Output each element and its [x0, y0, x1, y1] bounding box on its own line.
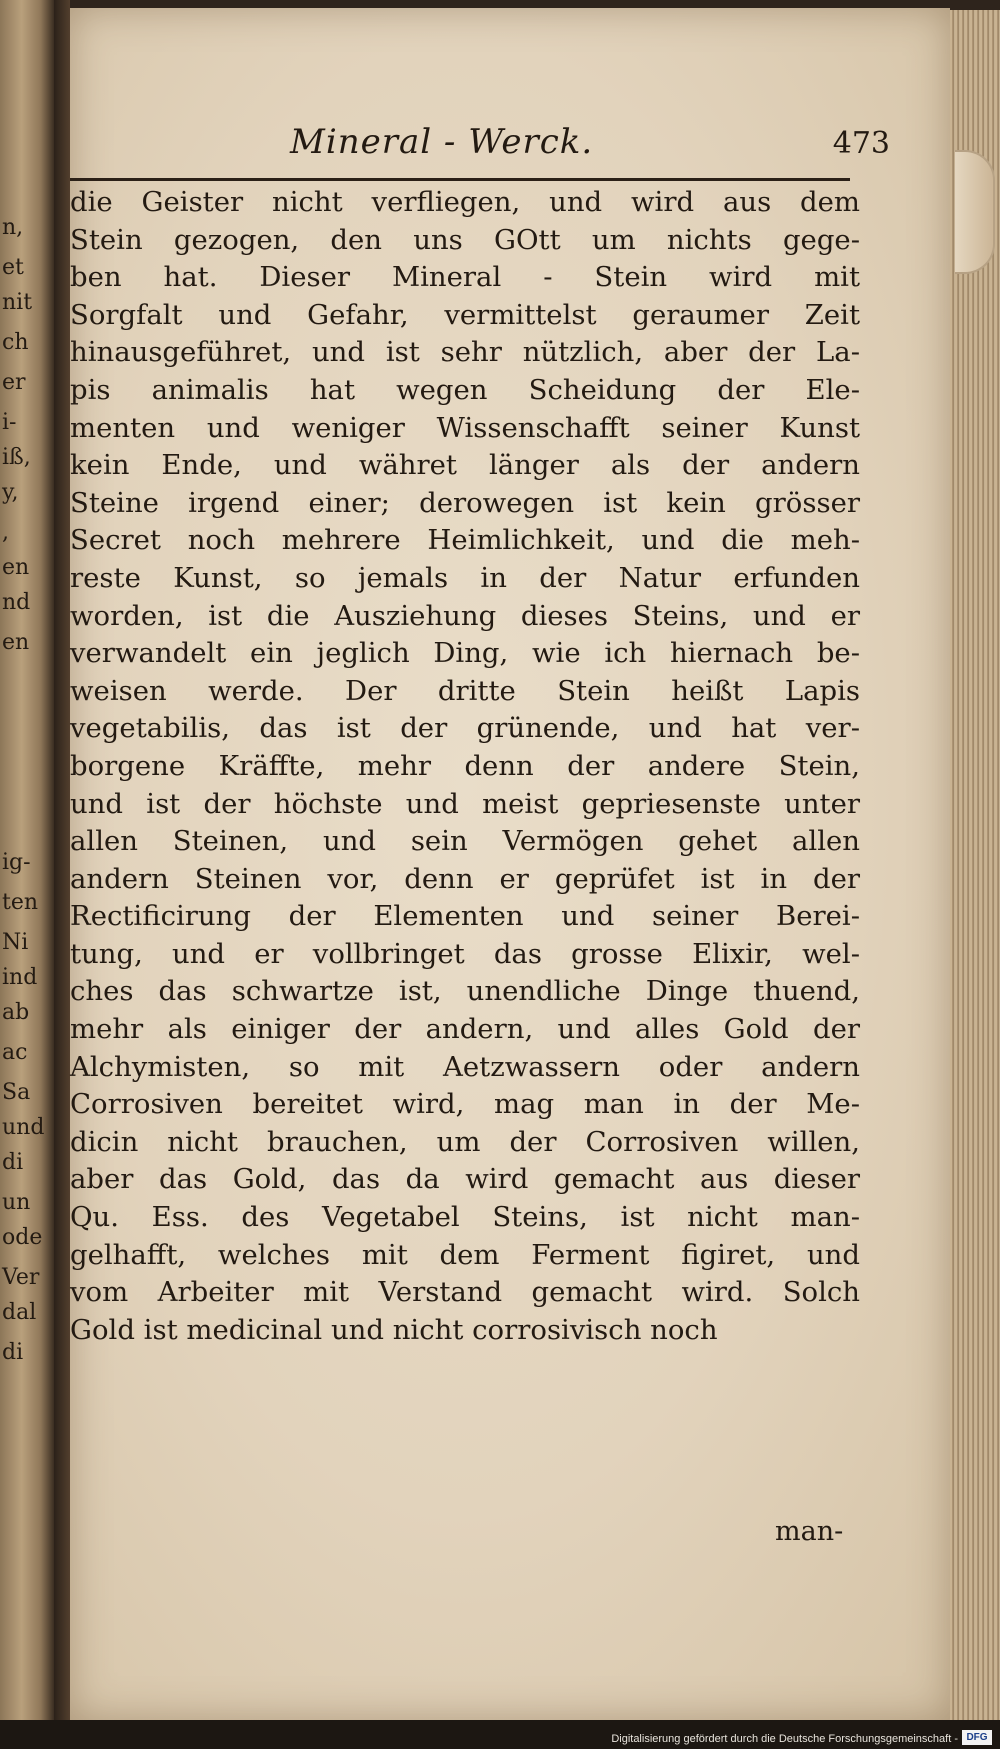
text-line: mehr als einiger der andern, und alles Gold der	[70, 1013, 860, 1046]
facing-page-fragment: iß,	[2, 445, 31, 470]
facing-page-fragment: en	[2, 630, 30, 655]
text-line: andern Steinen vor, denn er geprüfet ist in der	[70, 862, 860, 895]
text-line: Qu. Ess. des Vegetabel Steins, ist nicht man-	[70, 1201, 860, 1234]
text-line: Sorgfalt und Gefahr, vermittelst geraumer Zeit	[70, 298, 860, 331]
text-line: aber das Gold, das da wird gemacht aus dieser	[70, 1163, 860, 1196]
text-line: worden, ist die Ausziehung dieses Steins, und er	[70, 599, 860, 632]
facing-page-fragment: dal	[2, 1300, 37, 1325]
text-line: und ist der höchste und meist gepriesenste unter	[70, 787, 860, 820]
facing-page-fragment: ab	[2, 1000, 30, 1025]
facing-page-fragment: ode	[2, 1225, 43, 1250]
facing-page-fragment: ten	[2, 890, 39, 915]
text-line: allen Steinen, und sein Vermögen gehet allen	[70, 825, 860, 858]
text-line: weisen werde. Der dritte Stein heißt Lapis	[70, 674, 860, 707]
text-line: gelhafft, welches mit dem Ferment figiret, und	[70, 1238, 860, 1271]
text-line: Stein gezogen, den uns GOtt um nichts gege-	[70, 223, 860, 256]
text-line: ches das schwartze ist, unendliche Dinge thuend,	[70, 975, 860, 1008]
text-line: die Geister nicht verfliegen, und wird aus dem	[70, 186, 860, 218]
facing-page-fragment: en	[2, 555, 30, 580]
facing-page-fragment: y,	[2, 480, 19, 505]
facing-page-fragment: n,	[2, 215, 24, 240]
facing-page-edge	[0, 0, 54, 1720]
facing-page-fragment: und	[2, 1115, 45, 1140]
dfg-logo: DFG	[962, 1730, 992, 1745]
page-clip	[955, 150, 995, 274]
running-head-title: Mineral - Werck.	[290, 122, 594, 162]
text-line: ben hat. Dieser Mineral - Stein wird mit	[70, 261, 860, 294]
facing-page-fragment: ind	[2, 965, 38, 990]
facing-page-fragment: di	[2, 1150, 24, 1175]
text-line: kein Ende, und währet länger als der andern	[70, 449, 860, 482]
facing-page-fragment: di	[2, 1340, 24, 1365]
digitization-credit: Digitalisierung gefördert durch die Deutsche Forschungsgemeinschaft -	[611, 1733, 958, 1745]
text-line: reste Kunst, so jemals in der Natur erfunden	[70, 561, 860, 594]
running-head	[130, 122, 890, 170]
text-line: verwandelt ein jeglich Ding, wie ich hiernach be-	[70, 637, 860, 670]
text-line: Corrosiven bereitet wird, mag man in der Me-	[70, 1088, 860, 1121]
text-line: Secret noch mehrere Heimlichkeit, und die meh-	[70, 524, 860, 557]
text-line: pis animalis hat wegen Scheidung der Ele-	[70, 373, 860, 406]
facing-page-fragment: ac	[2, 1040, 28, 1065]
text-line: hinausgeführet, und ist sehr nützlich, aber der La-	[70, 336, 860, 369]
text-line: dicin nicht brauchen, um der Corrosiven willen,	[70, 1125, 860, 1158]
text-line: Steine irgend einer; derowegen ist kein grösser	[70, 486, 860, 519]
text-line: menten und weniger Wissenschafft seiner Kunst	[70, 411, 860, 444]
text-line: tung, und er vollbringet das grosse Elixir, wel-	[70, 937, 860, 970]
facing-page-fragment: ,	[2, 520, 9, 545]
head-rule	[70, 178, 850, 181]
text-line: borgene Kräffte, mehr denn der andere Stein,	[70, 749, 860, 782]
facing-page-fragment: Ni	[2, 930, 29, 955]
text-line: Gold ist medicinal und nicht corrosivisch noch	[70, 1313, 718, 1346]
facing-page-fragment: ch	[2, 330, 29, 355]
body-text	[70, 184, 860, 1349]
page-number: 473	[832, 126, 890, 161]
facing-page-fragment: i-	[2, 410, 17, 435]
facing-page-fragment: Ver	[2, 1265, 40, 1290]
facing-page-fragment: er	[2, 370, 26, 395]
text-line: vegetabilis, das ist der grünende, und hat ver-	[70, 712, 860, 745]
facing-page-fragment: ig-	[2, 850, 31, 875]
facing-page-fragment: nd	[2, 590, 31, 615]
facing-page-fragment: et	[2, 255, 24, 280]
facing-page-fragment: Sa	[2, 1080, 31, 1105]
text-line: Alchymisten, so mit Aetzwassern oder andern	[70, 1050, 860, 1083]
text-line: Rectificirung der Elementen und seiner Berei-	[70, 900, 860, 933]
facing-page-fragment: un	[2, 1190, 31, 1215]
catchword: man-	[775, 1516, 844, 1547]
facing-page-fragment: nit	[2, 290, 33, 315]
text-line: vom Arbeiter mit Verstand gemacht wird. Solch	[70, 1276, 860, 1309]
